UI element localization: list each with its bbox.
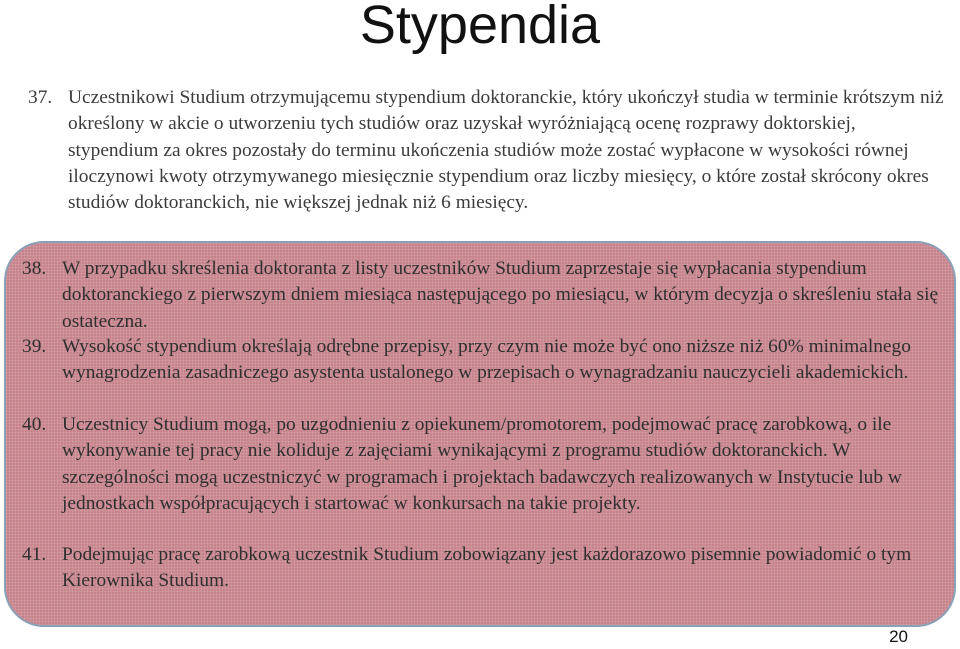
paragraph-38 [22, 256, 952, 335]
paragraph-text: Podejmując pracę zarobkową uczestnik Studium zobowiązany jest każdorazowo pisemnie powiadomić o tym Kierownika Studium. [62, 544, 912, 592]
paragraph-number: 38. [22, 258, 47, 279]
paragraph-text: W przypadku skreślenia doktoranta z listy uczestników Studium zaprzestaje się wypłacania stypendium doktoranckiego z pierwszym dniem miesiąca następującego po miesiącu, w którym decyzja o skreśleniu stała się ostateczna. [62, 258, 939, 332]
paragraph-number: 40. [22, 414, 47, 435]
page-number: 20 [889, 627, 908, 646]
paragraph-40 [22, 412, 952, 517]
paragraph-text: Wysokość stypendium określają odrębne przepisy, przy czym nie może być ono niższe niż 60% minimalnego wynagrodzenia zasadniczego asystenta ustalonego w przepisach o wynagradzaniu nauczycieli akademickich. [62, 336, 911, 384]
paragraph-41 [22, 542, 952, 595]
slide-title: Stypendia [359, 0, 601, 55]
paragraph-39 [22, 334, 952, 387]
paragraph-number: 41. [22, 544, 47, 565]
paragraph-number: 39. [22, 336, 47, 357]
paragraph-text: Uczestnikowi Studium otrzymującemu stypendium doktoranckie, który ukończył studia w terminie krótszym niż określony w akcie o utworzeniu tych studiów oraz uzyskał wyróżniającą ocenę rozprawy doktorskiej, stypendium za okres pozostały do terminu ukończenia studiów może zostać wypłacone w wysokości równej iloczynowi kwoty otrzymywanego miesięcznie stypendium oraz liczby miesięcy, o które został skrócony okres studiów doktoranckich, nie większej jednak niż 6 miesięcy. [68, 87, 944, 214]
paragraph-text: Uczestnicy Studium mogą, po uzgodnieniu z opiekunem/promotorem, podejmować pracę zarobkową, o ile wykonywanie tej pracy nie koliduje z zajęciami wynikającymi z programu studiów doktoranckich. W szczególności mogą uczestniczyć w programach i projektach badawczych realizowanych w Instytucie lub w jednostkach współpracujących i startować w konkursach na takie projekty. [62, 414, 902, 514]
paragraph-number: 37. [28, 87, 53, 108]
paragraph-37 [28, 85, 948, 216]
